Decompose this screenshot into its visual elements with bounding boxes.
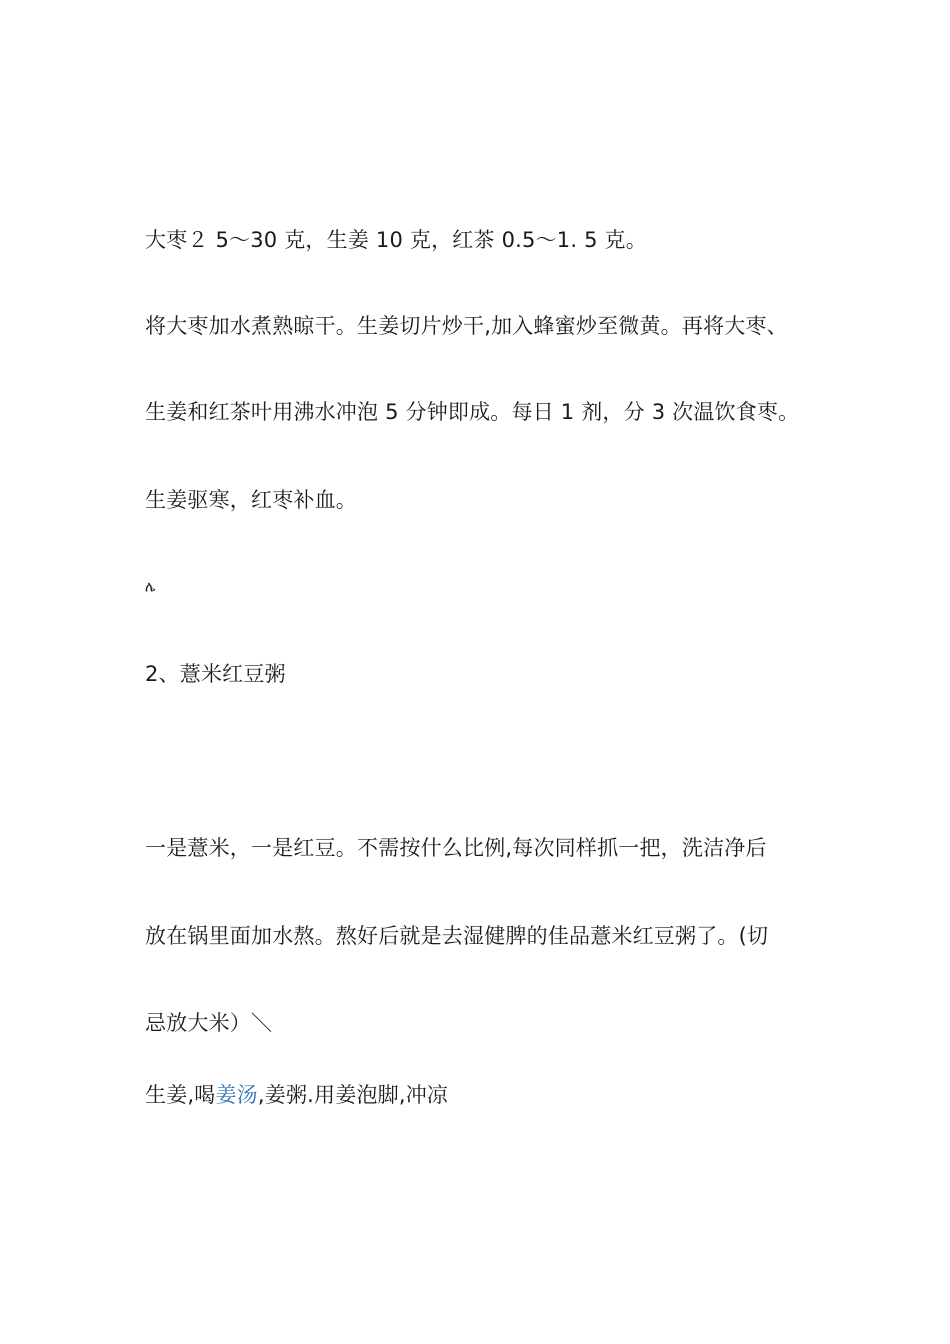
benefit-line: 生姜驱寒，红枣补血。: [145, 488, 357, 512]
ginger-uses-line: [145, 1081, 448, 1109]
method-line-1: 将大枣加水煮熟晾干。生姜切片炒干,加入蜂蜜炒至微黄。再将大枣、: [145, 314, 788, 338]
ginger-soup-link[interactable]: 姜汤: [215, 1083, 258, 1107]
method-line-2: 生姜和红茶叶用沸水冲泡 5 分钟即成。每日 1 剂，分 3 次温饮食枣。: [145, 400, 800, 424]
ingredients-line: 大枣２ 5～30 克，生姜 10 克，红茶 0.5～1. 5 克。: [145, 228, 647, 252]
recipe-line-1: 一是薏米，一是红豆。不需按什么比例,每次同样抓一把，洗洁净后: [145, 836, 767, 860]
recipe-line-2: 放在锅里面加水熬。熬好后就是去湿健脾的佳品薏米红豆粥了。(切: [145, 924, 769, 948]
recipe-line-3: 忌放大米）＼: [145, 1011, 273, 1035]
ginger-uses-before: 生姜,喝: [145, 1083, 216, 1107]
ginger-uses-after: ,姜粥.用姜泡脚,冲凉: [257, 1083, 449, 1107]
section-heading: 2、薏米红豆粥: [145, 662, 286, 686]
stray-symbol: ሌ: [145, 579, 156, 595]
